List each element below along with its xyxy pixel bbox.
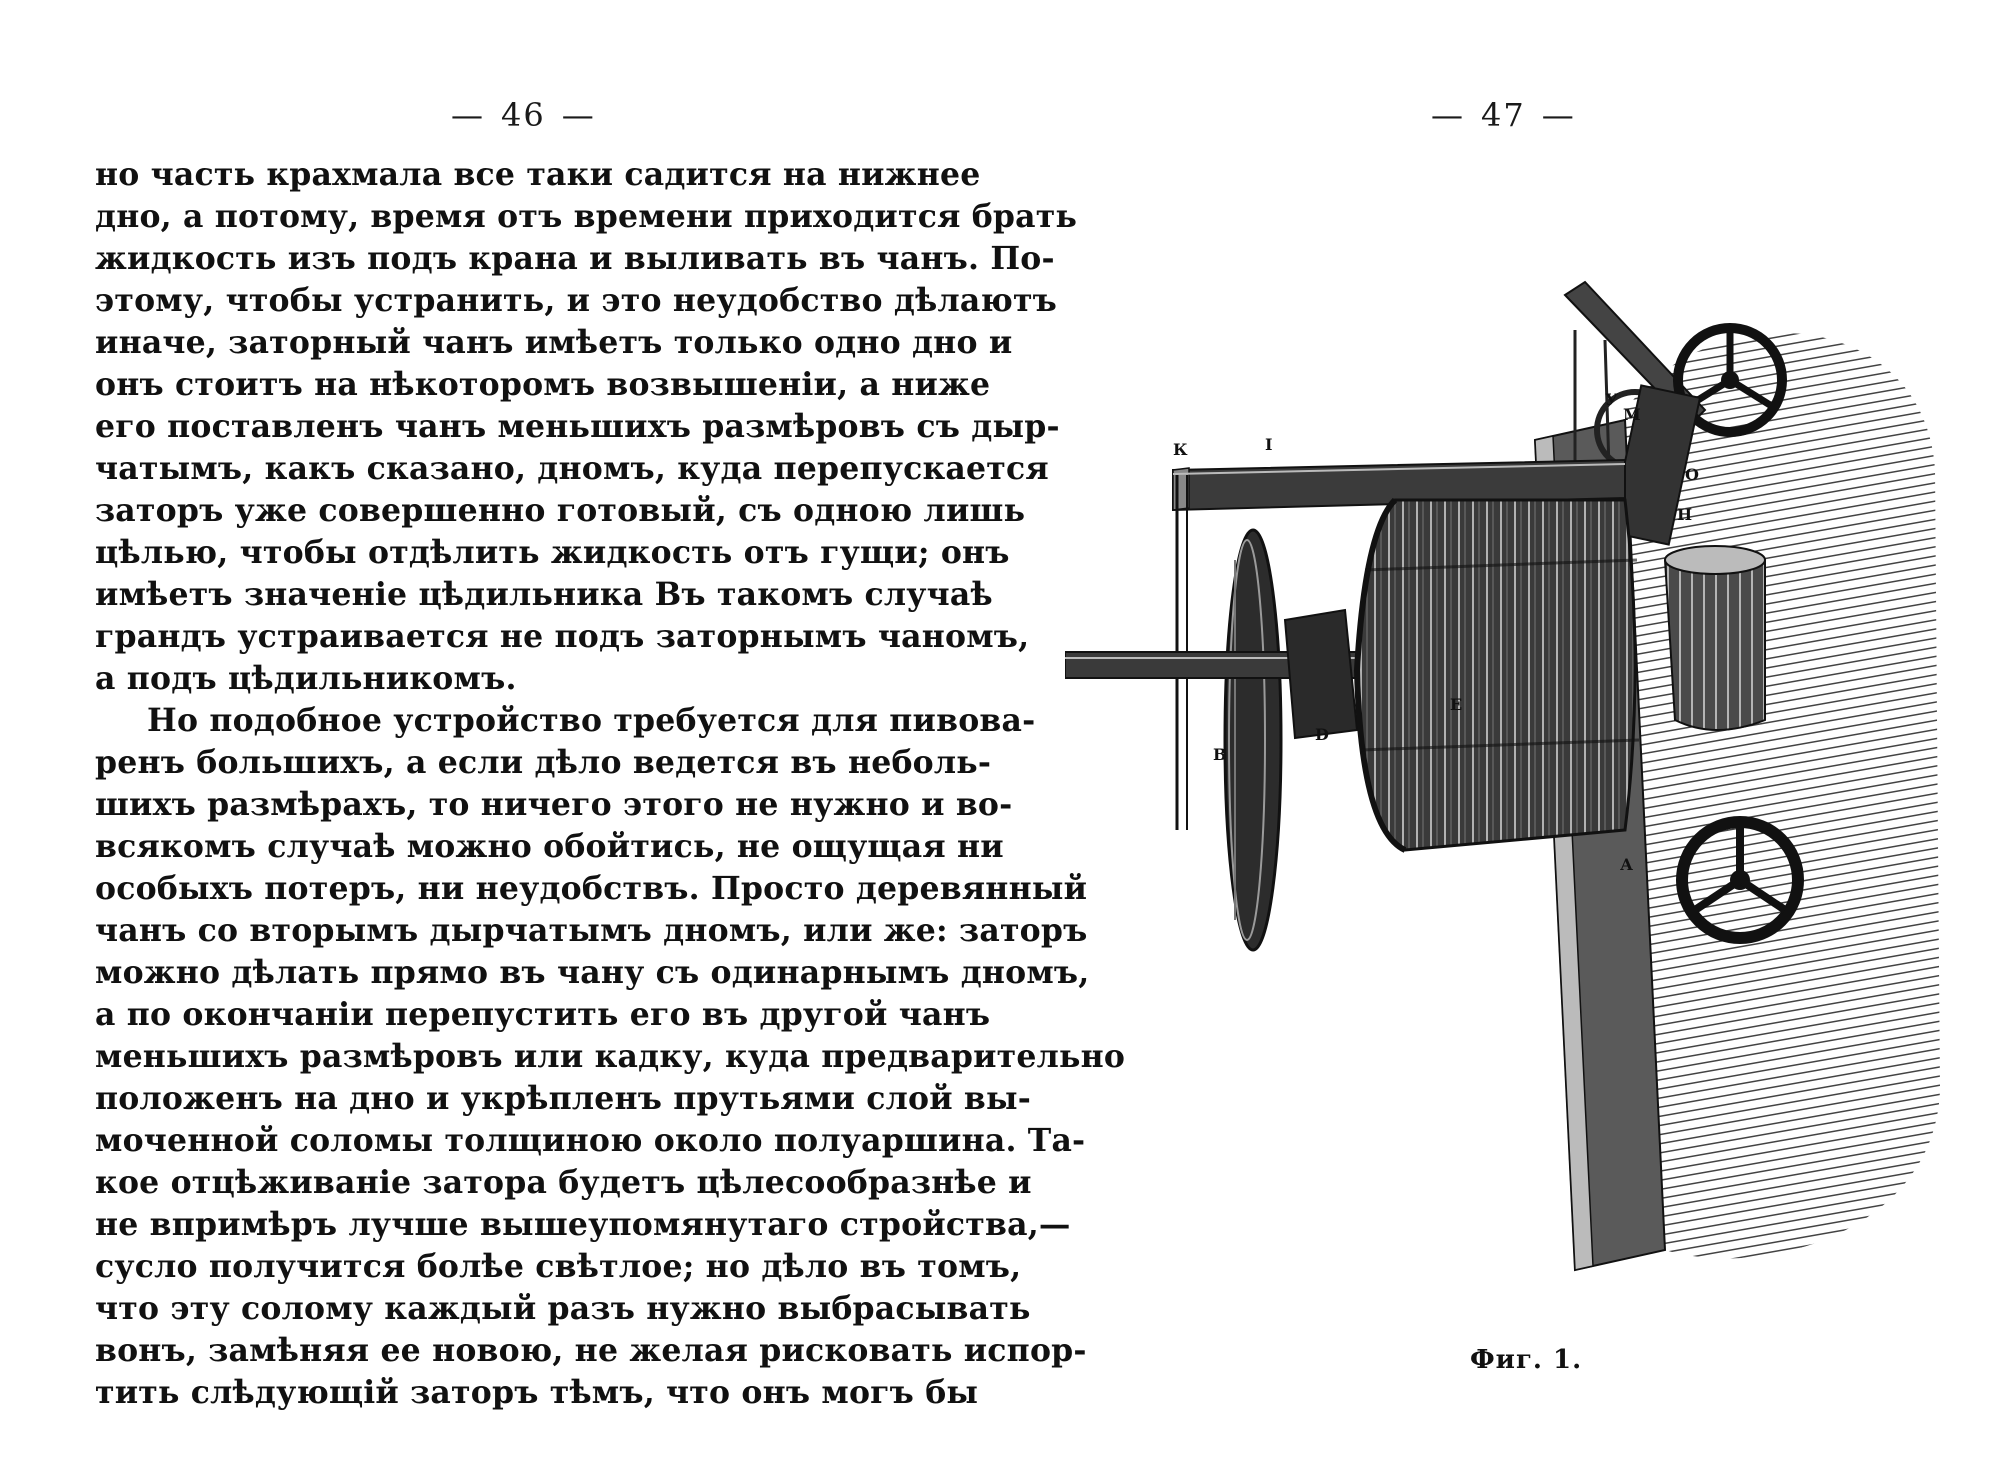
figure-label: В (1213, 745, 1227, 764)
text-line: а подъ цѣдильникомъ. (95, 660, 517, 697)
text-line: положенъ на дно и укрѣпленъ прутьями слой вы- (95, 1080, 1032, 1117)
figure-label: D (1315, 725, 1329, 744)
text-line: его поставленъ чанъ меньшихъ размѣровъ съ дыр- (95, 408, 1060, 445)
text-line: меньшихъ размѣровъ или кадку, куда предварительно (95, 1038, 1126, 1075)
text-line: но часть крахмала все таки садится на нижнее (95, 156, 981, 193)
mash-tun-engraving (1065, 270, 1945, 1310)
text-line: этому, чтобы устранить, и это неудобство дѣлаютъ (95, 282, 1058, 319)
text-line: особыхъ потеръ, ни неудобствъ. Просто деревянный (95, 870, 1088, 907)
text-line: ренъ большихъ, а если дѣло ведется въ неболь- (95, 744, 992, 781)
text-line: цѣлью, чтобы отдѣлить жидкость отъ гущи; онъ (95, 534, 1010, 571)
figure-label: Н (1677, 505, 1693, 524)
text-line: заторъ уже совершенно готовый, съ одною лишь (95, 492, 1026, 529)
page-number-dash: — (1431, 96, 1465, 134)
text-line: имѣетъ значеніе цѣдильника Въ такомъ случаѣ (95, 576, 993, 613)
text-line: Но подобное устройство требуется для пивова- (147, 702, 1036, 739)
page-number-right (1415, 96, 1592, 134)
text-line: иначе, заторный чанъ имѣетъ только одно дно и (95, 324, 1013, 361)
text-line: моченной соломы толщиною около полуаршина. Та- (95, 1122, 1086, 1159)
figure-label: М (1623, 405, 1641, 424)
page-number-left (435, 96, 612, 134)
text-line: жидкость изъ подъ крана и выливать въ чанъ. По- (95, 240, 1055, 277)
figure-label: О (1685, 465, 1699, 484)
page-number-dash: — (561, 96, 596, 134)
figure-caption: Фиг. 1. (1470, 1345, 1583, 1375)
figure-label: I (1265, 435, 1273, 454)
text-line: онъ стоитъ на нѣкоторомъ возвышеніи, а ниже (95, 366, 991, 403)
text-line: грандъ устраивается не подъ заторнымъ чаномъ, (95, 618, 1030, 655)
text-line: можно дѣлать прямо въ чану съ одинарнымъ дномъ, (95, 954, 1090, 991)
text-line: что эту солому каждый разъ нужно выбрасывать (95, 1290, 1031, 1327)
page-number-dash: — (451, 96, 485, 134)
mash-tun-barrel (1357, 500, 1639, 850)
text-line: чанъ со вторымъ дырчатымъ дномъ, или же: заторъ (95, 912, 1088, 949)
figure-label: У (1605, 390, 1618, 409)
axle-shaft (1065, 610, 1365, 738)
figure-label: Е (1450, 695, 1463, 714)
text-line: сусло получится болѣе свѣтлое; но дѣло въ томъ, (95, 1248, 1022, 1285)
text-line: вонъ, замѣняя ее новою, не желая рисковать испор- (95, 1332, 1087, 1369)
page-number-value: 46 (501, 96, 546, 134)
text-line: всякомъ случаѣ можно обойтись, не ощущая ни (95, 828, 1004, 865)
text-line: тить слѣдующій заторъ тѣмъ, что онъ могъ бы (95, 1374, 979, 1411)
text-line: не впримѣръ лучше вышеупомянутаго стройства,— (95, 1206, 1071, 1243)
text-line: кое отцѣживаніе затора будетъ цѣлесообразнѣе и (95, 1164, 1032, 1201)
text-line: дно, а потому, время отъ времени приходится брать (95, 198, 1078, 235)
text-line: чатымъ, какъ сказано, дномъ, куда перепускается (95, 450, 1049, 487)
page-number-value: 47 (1481, 96, 1526, 134)
text-line: а по окончаніи перепустить его въ другой чанъ (95, 996, 991, 1033)
right-page (1000, 0, 2000, 1479)
body-text (95, 154, 1126, 1414)
figure-label: К (1173, 440, 1188, 459)
side-tub (1665, 546, 1765, 730)
page-number-dash: — (1541, 96, 1576, 134)
text-line: шихъ размѣрахъ, то ничего этого не нужно и во- (95, 786, 1013, 823)
figure-label: А (1620, 855, 1634, 874)
large-disk-wheel (1225, 530, 1281, 950)
